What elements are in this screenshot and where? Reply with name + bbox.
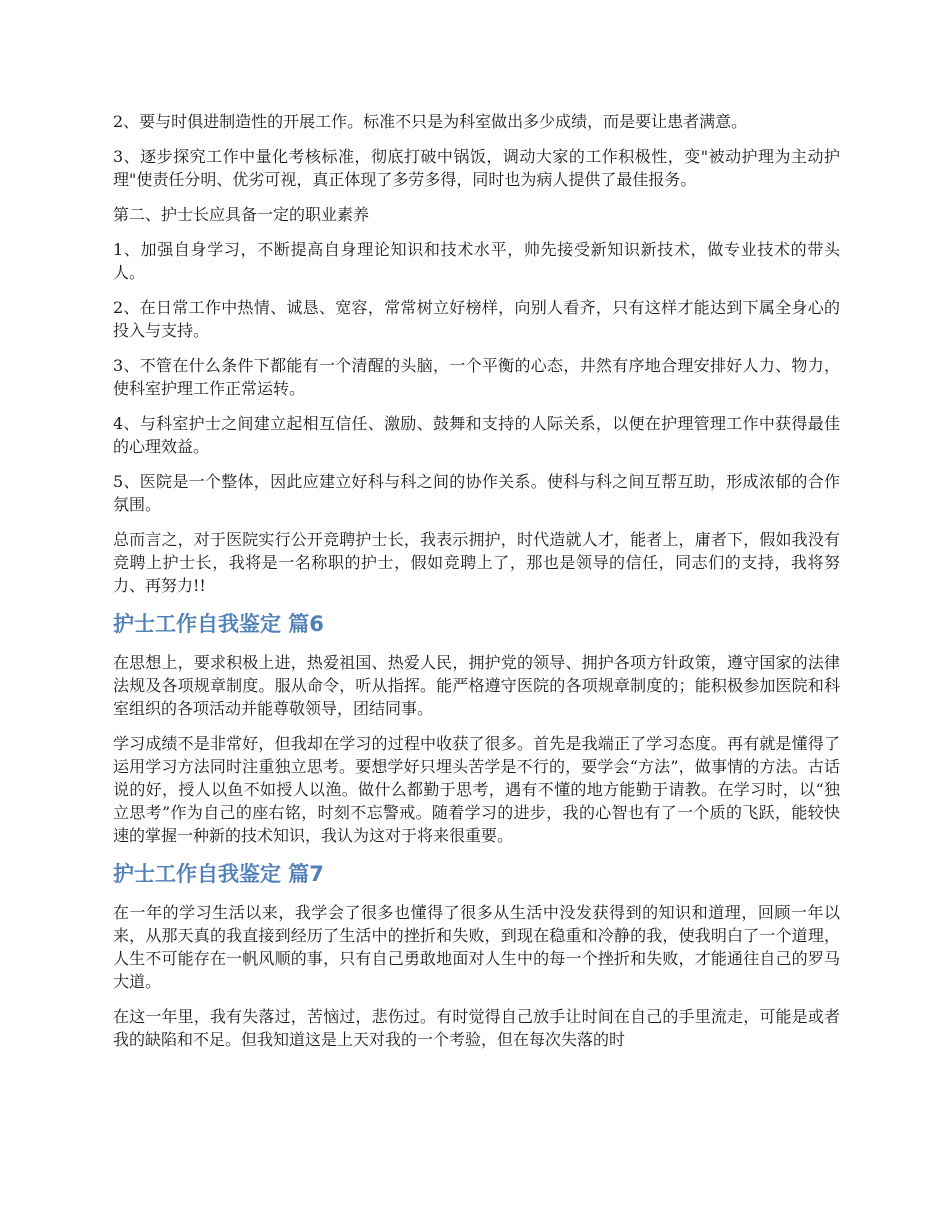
section-heading-6: 护士工作自我鉴定 篇6 <box>113 612 324 636</box>
paragraph-duty-5: 5、医院是一个整体，因此应建立好科与科之间的协作关系。使科与科之间互帮互助，形成浓郁的合作氛围。 <box>113 472 840 514</box>
paragraph-duty-4: 4、与科室护士之间建立起相互信任、激励、鼓舞和支持的人际关系，以便在护理管理工作中获得最佳的心理效益。 <box>113 414 840 456</box>
document-page <box>113 110 840 1063</box>
paragraph-duty-2: 2、在日常工作中热情、诚恳、宽容，常常树立好榜样，向别人看齐，只有这样才能达到下属全身心的投入与支持。 <box>113 298 840 340</box>
paragraph-conclusion: 总而言之，对于医院实行公开竞聘护士长，我表示拥护，时代造就人才，能者上，庸者下，假如我没有竞聘上护士长，我将是一名称职的护士，假如竞聘上了，那也是领导的信任，同志们的支持，我将努力、再努力!! <box>113 530 840 595</box>
section-subtitle: 第二、护士长应具备一定的职业素养 <box>113 205 370 224</box>
section-heading-7: 护士工作自我鉴定 篇7 <box>113 862 324 886</box>
paragraph-item-3: 3、逐步探究工作中量化考核标准，彻底打破中锅饭，调动大家的工作积极性，变"被动护理为主动护理"使责任分明、优劣可视，真正体现了多劳多得，同时也为病人提供了最佳报务。 <box>113 147 840 189</box>
paragraph-year-review: 在一年的学习生活以来，我学会了很多也懂得了很多从生活中没发获得到的知识和道理，回顾一年以来，从那天真的我直接到经历了生活中的挫折和失败，到现在稳重和冷静的我，使我明白了一个道理，人生不可能存在一帆风顺的事，只有自己勇敢地面对人生中的每一个挫折和失败，才能通往自己的罗马大道。 <box>113 903 840 991</box>
paragraph-setbacks: 在这一年里，我有失落过，苦恼过，悲伤过。有时觉得自己放手让时间在自己的手里流走，可能是或者我的缺陷和不足。但我知道这是上天对我的一个考验，但在每次失落的时 <box>113 1007 840 1049</box>
paragraph-duty-1: 1、加强自身学习，不断提高自身理论知识和技术水平，帅先接受新知识新技术，做专业技术的带头人。 <box>113 240 840 282</box>
paragraph-thought: 在思想上，要求积极上进，热爱祖国、热爱人民，拥护党的领导、拥护各项方针政策，遵守国家的法律法规及各项规章制度。服从命令，听从指挥。能严格遵守医院的各项规章制度的；能积极参加医院和科室组织的各项活动并能尊敬领导，团结同事。 <box>113 653 840 718</box>
paragraph-duty-3: 3、不管在什么条件下都能有一个清醒的头脑，一个平衡的心态，井然有序地合理安排好人力、物力，使科室护理工作正常运转。 <box>113 356 840 398</box>
paragraph-study: 学习成绩不是非常好，但我却在学习的过程中收获了很多。首先是我端正了学习态度。再有就是懂得了运用学习方法同时注重独立思考。要想学好只埋头苦学是不行的，要学会“方法”，做事情的方法。古话说的好，授人以鱼不如授人以渔。做什么都勤于思考，遇有不懂的地方能勤于请教。在学习时，以“独立思考”作为自己的座右铭，时刻不忘警戒。随着学习的进步，我的心智也有了一个质的飞跃，能较快速的掌握一种新的技术知识，我认为这对于将来很重要。 <box>113 734 840 845</box>
paragraph-item-2: 2、要与时俱进制造性的开展工作。标准不只是为科室做出多少成绩，而是要让患者满意。 <box>113 112 748 131</box>
